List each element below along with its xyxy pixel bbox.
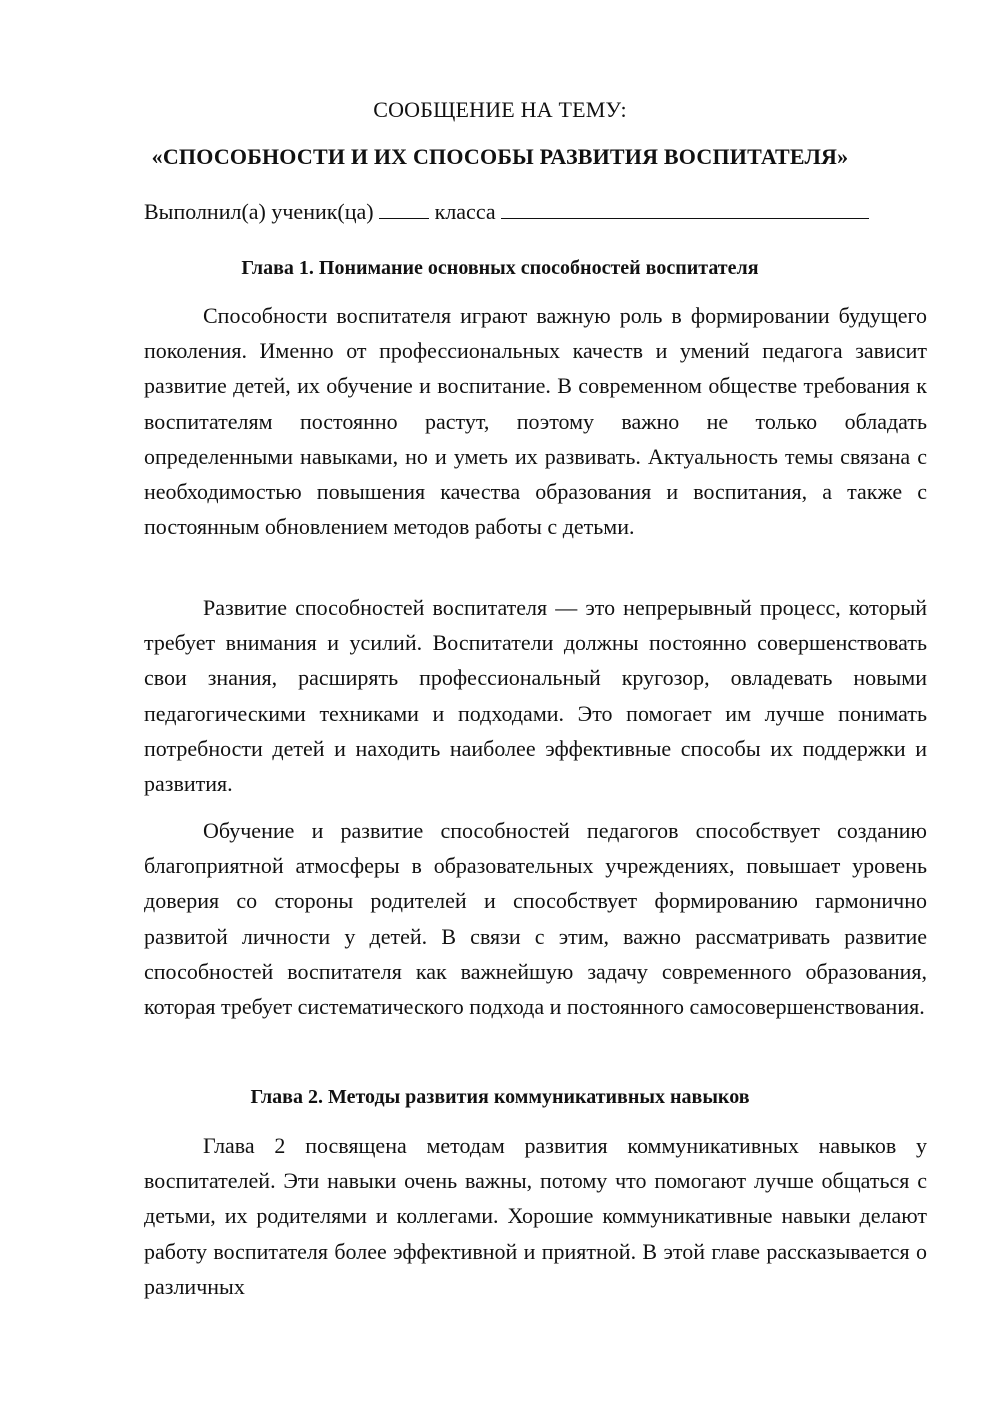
- chapter-1-paragraph: Развитие способностей воспитателя — это непрерывный процесс, который требует внимания и усилий. Воспитатели должны постоянно совершенствовать свои знания, расширять профессиональный кругозор, овладевать новыми педагогическими техниками и подходами. Это помогает им лучше понимать потребности детей и находить наиболее эффективные способы их поддержки и развития.: [144, 595, 927, 797]
- author-prefix: Выполнил(а) ученик(ца): [144, 199, 374, 224]
- chapter-1-heading: Глава 1. Понимание основных способностей воспитателя: [241, 257, 759, 279]
- author-line: [144, 199, 869, 225]
- chapter-2-paragraph: Глава 2 посвящена методам развития коммуникативных навыков у воспитателей. Эти навыки очень важны, потому что помогают лучше общаться с детьми, их родителями и коллегами. Хорошие коммуникативные навыки делают работу воспитателя более эффективной и приятной. В этой главе рассказывается о различных: [144, 1133, 927, 1299]
- chapter-1-paragraph: Обучение и развитие способностей педагогов способствует созданию благоприятной атмосферы в образовательных учреждениях, повышает уровень доверия со стороны родителей и способствует формированию гармонично развитой личности у детей. В связи с этим, важно рассматривать развитие способностей воспитателя как важнейшую задачу современного образования, которая требует систематического подхода и постоянного самосовершенствования.: [144, 818, 927, 1020]
- class-number-blank: [379, 200, 429, 219]
- document-title-line1: СООБЩЕНИЕ НА ТЕМУ:: [373, 97, 627, 122]
- author-middle: класса: [434, 199, 496, 224]
- chapter-2-heading: Глава 2. Методы развития коммуникативных навыков: [250, 1086, 750, 1108]
- chapter-1-paragraph: Способности воспитателя играют важную роль в формировании будущего поколения. Именно от профессиональных качеств и умений педагога зависит развитие детей, их обучение и воспитание. В современном обществе требования к воспитателям постоянно растут, поэтому важно не только обладать определенными навыками, но и уметь их развивать. Актуальность темы связана с необходимостью повышения качества образования и воспитания, а также с постоянным обновлением методов работы с детьми.: [144, 303, 927, 540]
- class-name-blank: [501, 200, 869, 219]
- document-title-topic: «СПОСОБНОСТИ И ИХ СПОСОБЫ РАЗВИТИЯ ВОСПИТАТЕЛЯ»: [151, 144, 849, 169]
